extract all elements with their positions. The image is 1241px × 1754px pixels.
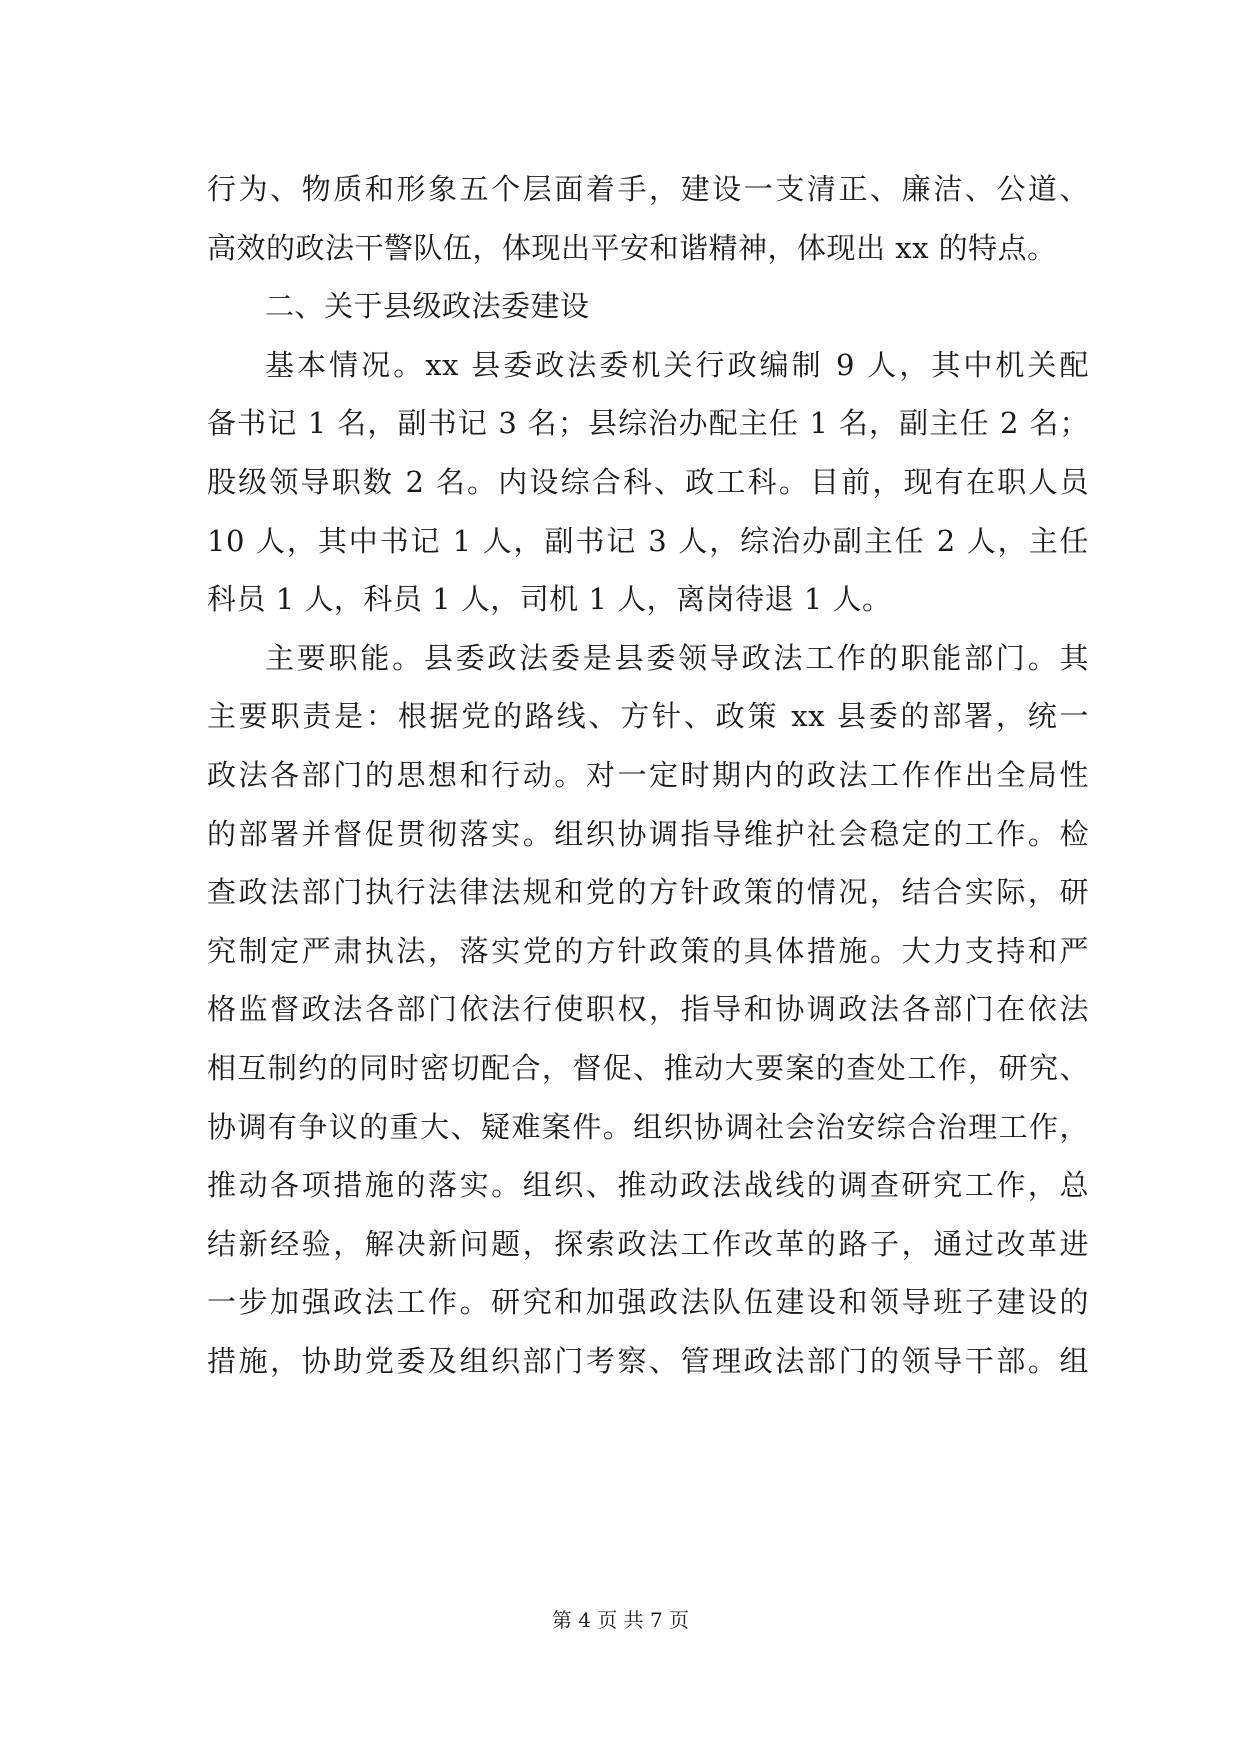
text-line: 查政法部门执行法律法规和党的方针政策的情况，结合实际，研 [207, 875, 1089, 910]
text-line: 政法各部门的思想和行动。对一定时期内的政法工作作出全局性 [207, 757, 1089, 792]
text-line: 究制定严肃执法，落实党的方针政策的具体措施。大力支持和严 [207, 933, 1089, 968]
text-line: 10 人，其中书记 1 人，副书记 3 人，综治办副主任 2 人，主任 [207, 523, 1089, 558]
text-line: 主要职责是：根据党的路线、方针、政策 xx 县委的部署，统一 [207, 699, 1089, 734]
page-number: 第 4 页 共 7 页 [551, 1608, 690, 1632]
text-line: 措施，协助党委及组织部门考察、管理政法部门的领导干部。组 [207, 1343, 1089, 1378]
text-line: 基本情况。xx 县委政法委机关行政编制 9 人，其中机关配 [265, 347, 1089, 382]
text-line: 相互制约的同时密切配合，督促、推动大要案的查处工作，研究、 [207, 1050, 1089, 1085]
text-line: 科员 1 人，科员 1 人，司机 1 人，离岗待退 1 人。 [207, 582, 892, 617]
text-line: 推动各项措施的落实。组织、推动政法战线的调查研究工作，总 [207, 1168, 1089, 1203]
document-body [207, 160, 1089, 1390]
text-line: 的部署并督促贯彻落实。组织协调指导维护社会稳定的工作。检 [207, 816, 1089, 851]
text-line: 高效的政法干警队伍，体现出平安和谐精神，体现出 xx 的特点。 [207, 230, 1057, 265]
text-line: 协调有争议的重大、疑难案件。组织协调社会治安综合治理工作， [207, 1109, 1089, 1144]
text-line: 主要职能。县委政法委是县委领导政法工作的职能部门。其 [265, 640, 1089, 675]
text-line: 一步加强政法工作。研究和加强政法队伍建设和领导班子建设的 [207, 1285, 1089, 1320]
text-line: 结新经验，解决新问题，探索政法工作改革的路子，通过改革进 [207, 1226, 1089, 1261]
text-line: 行为、物质和形象五个层面着手，建设一支清正、廉洁、公道、 [207, 172, 1089, 206]
text-line: 备书记 1 名，副书记 3 名；县综治办配主任 1 名，副主任 2 名； [207, 406, 1089, 441]
section-heading: 二、关于县级政法委建设 [265, 289, 590, 324]
text-line: 股级领导职数 2 名。内设综合科、政工科。目前，现有在职人员 [207, 464, 1089, 499]
text-line: 格监督政法各部门依法行使职权，指导和协调政法各部门在依法 [207, 992, 1089, 1027]
